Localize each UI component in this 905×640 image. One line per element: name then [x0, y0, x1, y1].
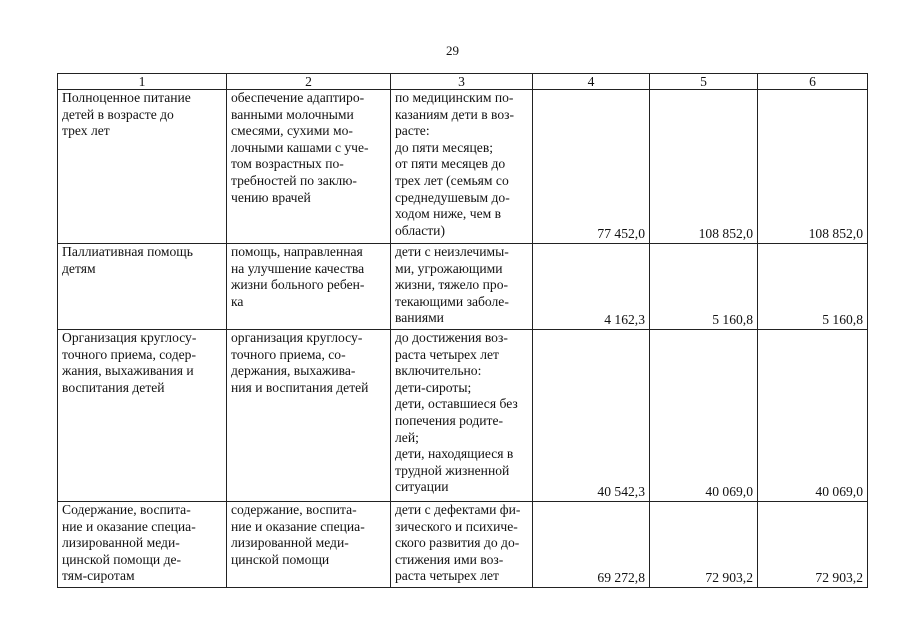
cell-line: требностей по заклю- [231, 172, 357, 188]
column-header: 2 [227, 74, 391, 90]
service-name-cell [58, 502, 227, 588]
table-row [58, 330, 868, 502]
cell-line: среднедушевым до- [395, 189, 510, 205]
cell-line: Организация круглосу- [62, 330, 197, 345]
cell-line: дети, оставшиеся без [395, 396, 518, 412]
cell-line: ваниями [395, 310, 444, 326]
cell-line: от пяти месяцев до [395, 156, 506, 172]
service-content-cell [227, 502, 391, 588]
column-header: 4 [533, 74, 650, 90]
cell-line: области) [395, 222, 445, 238]
amount-cell: 77 452,0 [533, 90, 650, 244]
amount-cell: 108 852,0 [650, 90, 758, 244]
cell-line: цинской помощи де- [62, 551, 182, 567]
amount-cell: 5 160,8 [650, 244, 758, 330]
cell-line: ванными молочными [231, 106, 354, 122]
amount-cell: 40 069,0 [758, 330, 868, 502]
cell-line: казаниям дети в воз- [395, 106, 515, 122]
service-content-cell [227, 90, 391, 244]
amount-cell: 40 542,3 [533, 330, 650, 502]
table-row [58, 502, 868, 588]
amount-cell: 4 162,3 [533, 244, 650, 330]
cell-line: ходом ниже, чем в [395, 206, 502, 222]
cell-line: лей; [395, 429, 419, 445]
cell-line: дети, находящиеся в [395, 446, 514, 462]
cell-line: ситуации [395, 479, 449, 495]
amount-cell: 72 903,2 [758, 502, 868, 588]
cell-line: цинской помощи [231, 551, 330, 567]
cell-line: ка [231, 293, 244, 309]
service-content-cell [227, 244, 391, 330]
table-header-row [58, 74, 868, 90]
cell-line: дети-сироты; [395, 379, 472, 395]
page-number: 29 [446, 43, 459, 58]
recipients-cell [391, 330, 533, 502]
cell-line: трудной жизненной [395, 462, 510, 478]
service-content-cell [227, 330, 391, 502]
cell-line: раста четырех лет [395, 568, 499, 584]
cell-line: Паллиативная помощь [62, 244, 193, 259]
service-name-cell [58, 330, 227, 502]
cell-line: ние и оказание специа- [231, 518, 365, 534]
cell-line: попечения родите- [395, 412, 504, 428]
cell-line: детям [62, 260, 96, 276]
column-header: 6 [758, 74, 868, 90]
amount-cell: 108 852,0 [758, 90, 868, 244]
cell-line: точного приема, со- [231, 346, 346, 362]
cell-line: лизированной меди- [62, 535, 180, 551]
column-header: 1 [58, 74, 227, 90]
cell-line: трех лет (семьям со [395, 172, 509, 188]
cell-line: ми, угрожающими [395, 260, 503, 276]
cell-line: ния и воспитания детей [231, 379, 369, 395]
cell-line: обеспечение адаптиро- [231, 90, 365, 105]
cell-line: дети с неизлечимы- [395, 244, 509, 259]
amount-cell: 72 903,2 [650, 502, 758, 588]
table-row [58, 244, 868, 330]
amount-cell: 40 069,0 [650, 330, 758, 502]
cell-line: Полноценное питание [62, 90, 191, 105]
cell-line: текающими заболе- [395, 293, 509, 309]
amount-cell: 69 272,8 [533, 502, 650, 588]
cell-line: ского развития до до- [395, 535, 520, 551]
cell-line: содержание, воспита- [231, 502, 357, 517]
cell-line: Содержание, воспита- [62, 502, 191, 517]
cell-line: воспитания детей [62, 379, 165, 395]
cell-line: организация круглосу- [231, 330, 363, 345]
cell-line: до достижения воз- [395, 330, 508, 345]
services-table [57, 73, 868, 588]
cell-line: трех лет [62, 123, 110, 139]
cell-line: том возрастных по- [231, 156, 344, 172]
cell-line: стижения ими воз- [395, 551, 504, 567]
cell-line: держания, выхажива- [231, 363, 356, 379]
cell-line: жания, выхаживания и [62, 363, 194, 379]
cell-line: помощь, направленная [231, 244, 363, 259]
cell-line: жизни, тяжело про- [395, 277, 509, 293]
service-name-cell [58, 90, 227, 244]
cell-line: смесями, сухими мо- [231, 123, 353, 139]
cell-line: на улучшение качества [231, 260, 365, 276]
cell-line: дети с дефектами фи- [395, 502, 521, 517]
cell-line: детей в возрасте до [62, 106, 174, 122]
table-row [58, 90, 868, 244]
cell-line: по медицинским по- [395, 90, 514, 105]
cell-line: жизни больного ребен- [231, 277, 365, 293]
amount-cell: 5 160,8 [758, 244, 868, 330]
service-name-cell [58, 244, 227, 330]
cell-line: ние и оказание специа- [62, 518, 196, 534]
column-header: 5 [650, 74, 758, 90]
recipients-cell [391, 502, 533, 588]
cell-line: расте: [395, 123, 430, 139]
cell-line: лизированной меди- [231, 535, 349, 551]
cell-line: включительно: [395, 363, 482, 379]
cell-line: лочными кашами с уче- [231, 139, 369, 155]
cell-line: чению врачей [231, 189, 311, 205]
cell-line: до пяти месяцев; [395, 139, 494, 155]
cell-line: точного приема, содер- [62, 346, 196, 362]
cell-line: раста четырех лет [395, 346, 499, 362]
column-header: 3 [391, 74, 533, 90]
cell-line: тям-сиротам [62, 568, 135, 584]
cell-line: зического и психиче- [395, 518, 518, 534]
recipients-cell [391, 244, 533, 330]
recipients-cell [391, 90, 533, 244]
